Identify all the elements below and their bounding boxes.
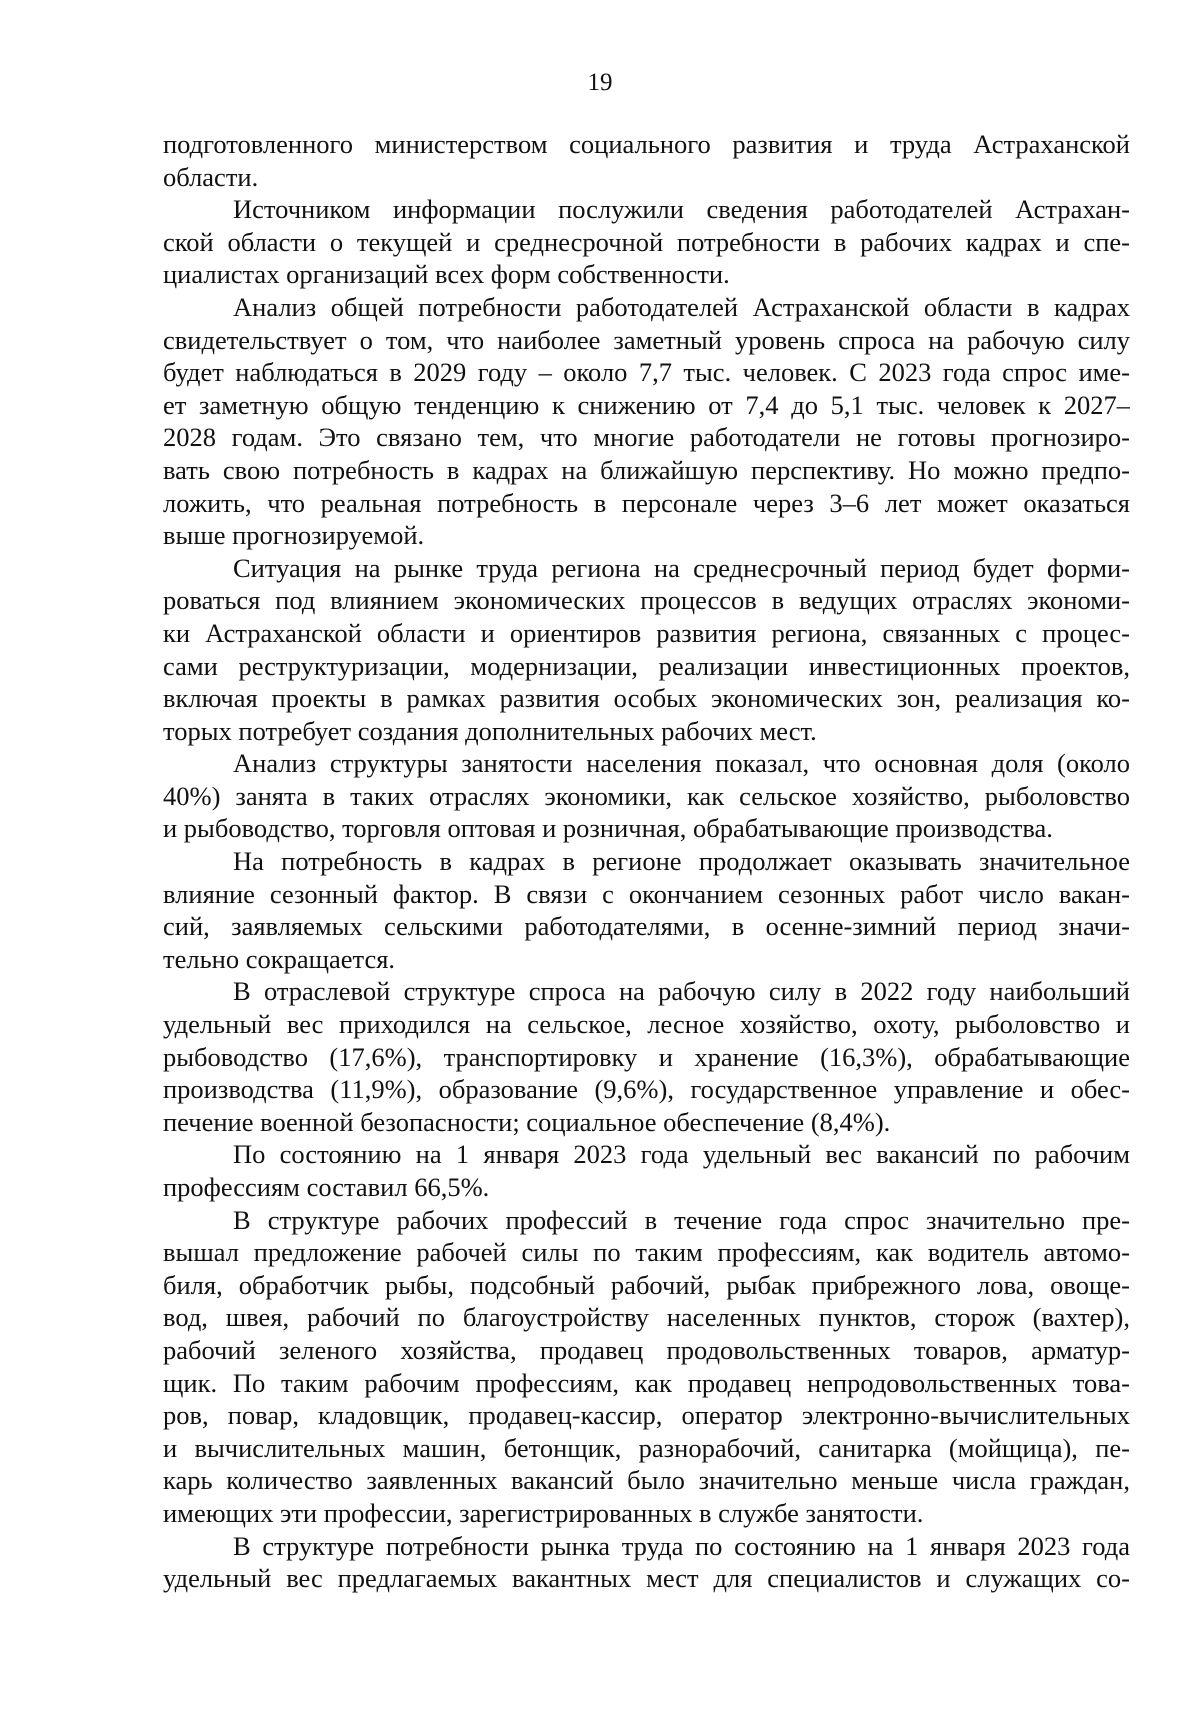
- paragraph: [163, 193, 1130, 291]
- paragraph: [163, 845, 1130, 975]
- text-line: удельный вес предлагаемых вакантных мест для специалистов и служащих со-: [163, 1563, 1130, 1594]
- paragraph: [163, 1138, 1130, 1203]
- text-line: ет заметную общую тенденцию к снижению от 7,4 до 5,1 тыс. человек к 2027–: [163, 389, 1130, 420]
- text-line: Ситуация на рынке труда региона на среднесрочный период будет форми-: [233, 552, 1130, 583]
- text-line: удельный вес приходился на сельское, лесное хозяйство, охоту, рыболовство и: [163, 1009, 1130, 1040]
- text-line: ки Астраханской области и ориентиров развития региона, связанных с процес-: [163, 617, 1130, 648]
- text-line: выше прогнозируемой.: [163, 520, 425, 551]
- text-line: сий, заявляемых сельскими работодателями, в осенне-зимний период значи-: [163, 911, 1130, 942]
- text-line: вод, швея, рабочий по благоустройству населенных пунктов, сторож (вахтер),: [163, 1302, 1130, 1333]
- text-line: вать свою потребность в кадрах на ближайшую перспективу. Но можно предпо-: [163, 454, 1130, 485]
- text-line: печение военной безопасности; социальное обеспечение (8,4%).: [163, 1106, 891, 1137]
- text-line: Анализ структуры занятости населения показал, что основная доля (около: [233, 748, 1130, 779]
- text-line: влияние сезонный фактор. В связи с окончанием сезонных работ число вакан-: [163, 878, 1130, 909]
- text-line: подготовленного министерством социального развития и труда Астраханской: [163, 129, 1130, 159]
- text-line: вышал предложение рабочей силы по таким профессиям, как водитель автомо-: [163, 1237, 1130, 1268]
- text-line: В отраслевой структуре спроса на рабочую силу в 2022 году наибольший: [233, 976, 1130, 1007]
- text-line: имеющих эти профессии, зарегистрированных в службе занятости.: [163, 1497, 924, 1528]
- text-line: карь количество заявленных вакансий было значительно меньше числа граждан,: [163, 1465, 1130, 1496]
- paragraph: [163, 1530, 1130, 1595]
- page-number: 19: [587, 69, 613, 96]
- paragraph: [163, 128, 1130, 193]
- body-text: [163, 128, 1130, 1595]
- text-line: включая проекты в рамках развития особых экономических зон, реализация ко-: [163, 683, 1130, 714]
- text-line: Источником информации послужили сведения работодателей Астрахан-: [233, 194, 1130, 225]
- text-line: 2028 годам. Это связано тем, что многие работодатели не готовы прогнозиро-: [163, 422, 1130, 453]
- text-line: и вычислительных машин, бетонщик, разнорабочий, санитарка (мойщица), пе-: [163, 1432, 1130, 1463]
- text-line: роваться под влиянием экономических процессов в ведущих отраслях экономи-: [163, 585, 1130, 616]
- text-line: производства (11,9%), образование (9,6%), государственное управление и обес-: [163, 1074, 1130, 1105]
- text-line: сами реструктуризации, модернизации, реализации инвестиционных проектов,: [163, 650, 1130, 681]
- text-line: В структуре рабочих профессий в течение года спрос значительно пре-: [233, 1204, 1130, 1235]
- text-line: Анализ общей потребности работодателей Астраханской области в кадрах: [233, 291, 1130, 322]
- text-line: области.: [163, 161, 259, 192]
- paragraph: [163, 747, 1130, 845]
- text-line: На потребность в кадрах в регионе продолжает оказывать значительное: [233, 846, 1130, 877]
- paragraph: [163, 975, 1130, 1138]
- paragraph: [163, 552, 1130, 748]
- text-line: 40%) занята в таких отраслях экономики, как сельское хозяйство, рыболовство: [163, 780, 1130, 811]
- text-line: циалистах организаций всех форм собственности.: [163, 259, 730, 290]
- text-line: торых потребует создания дополнительных рабочих мест.: [163, 715, 817, 746]
- text-line: профессиям составил 66,5%.: [163, 1172, 490, 1202]
- text-line: рабочий зеленого хозяйства, продавец продовольственных товаров, арматур-: [163, 1334, 1130, 1365]
- text-line: ров, повар, кладовщик, продавец-кассир, оператор электронно-вычислительных: [163, 1400, 1130, 1431]
- text-line: ской области о текущей и среднесрочной потребности в рабочих кадрах и спе-: [163, 226, 1130, 257]
- paragraph: [163, 1204, 1130, 1530]
- text-line: По состоянию на 1 января 2023 года удельный вес вакансий по рабочим: [233, 1139, 1130, 1170]
- text-line: щик. По таким рабочим профессиям, как продавец непродовольственных това-: [163, 1367, 1130, 1398]
- text-line: будет наблюдаться в 2029 году – около 7,7 тыс. человек. С 2023 года спрос име-: [163, 357, 1130, 388]
- text-line: ложить, что реальная потребность в персонале через 3–6 лет может оказаться: [163, 487, 1130, 518]
- text-line: В структуре потребности рынка труда по состоянию на 1 января 2023 года: [233, 1530, 1130, 1561]
- text-line: свидетельствует о том, что наиболее заметный уровень спроса на рабочую силу: [163, 324, 1130, 355]
- text-line: рыбоводство (17,6%), транспортировку и хранение (16,3%), обрабатывающие: [163, 1041, 1130, 1072]
- text-line: и рыбоводство, торговля оптовая и розничная, обрабатывающие производства.: [163, 813, 1053, 844]
- paragraph: [163, 291, 1130, 552]
- text-line: биля, обработчик рыбы, подсобный рабочий, рыбак прибрежного лова, овоще-: [163, 1269, 1130, 1300]
- text-line: тельно сокращается.: [163, 943, 396, 974]
